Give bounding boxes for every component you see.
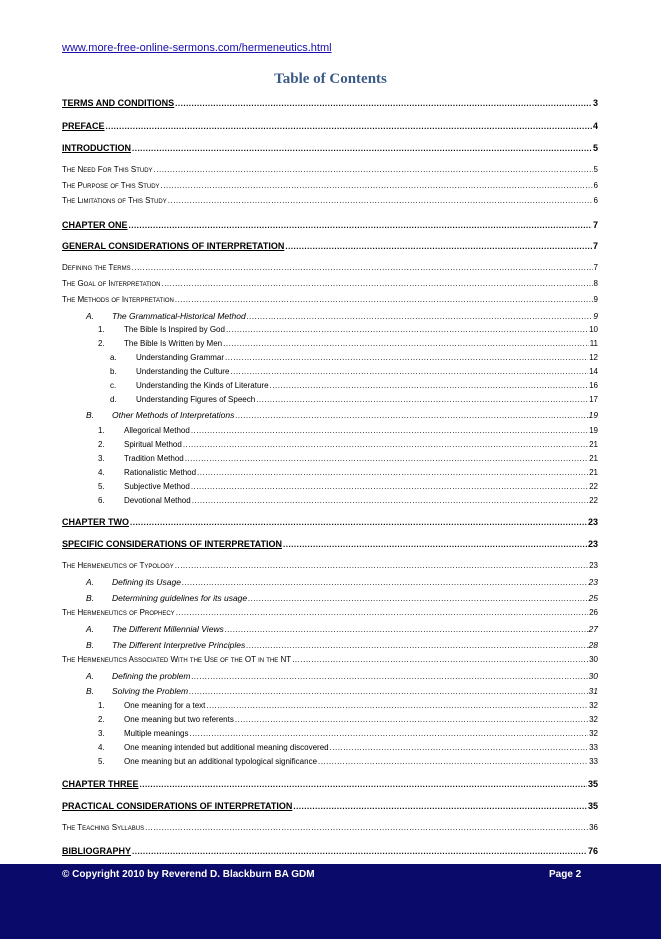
toc-entry-text: The Bible Is Written by Men [124, 339, 223, 348]
toc-entry-label [62, 263, 131, 272]
toc-entry-page: 4 [592, 121, 598, 131]
toc-entry-label [62, 593, 247, 603]
toc-entry-number: 2. [98, 339, 105, 348]
toc-entry-label [62, 220, 128, 230]
toc-entry-page: 6 [593, 181, 598, 190]
toc-entry-page: 30 [588, 671, 598, 681]
toc-dot-leader [191, 482, 588, 491]
toc-entry[interactable] [62, 353, 598, 362]
toc-entry-text: One meaning but two referents [124, 715, 234, 724]
toc-entry-text: CHAPTER TWO [62, 517, 129, 527]
toc-dot-leader [292, 655, 588, 664]
toc-entry-label [62, 381, 269, 390]
toc-dot-leader [247, 312, 593, 321]
toc-dot-leader [293, 802, 587, 811]
toc-entry-text: BIBLIOGRAPHY [62, 846, 132, 856]
toc-entry-text: Devotional Method [124, 496, 191, 505]
toc-entry-page: 76 [587, 846, 598, 856]
toc-entry[interactable] [62, 701, 598, 710]
toc-entry-label [62, 624, 224, 634]
toc-entry-text: Understanding Grammar [136, 353, 225, 362]
toc-entry-label [62, 279, 160, 288]
toc-entry-label [62, 395, 255, 404]
toc-entry-number: A. [86, 671, 95, 681]
page-title: Table of Contents [274, 71, 387, 87]
toc-entry[interactable] [62, 779, 598, 789]
toc-entry-number: 1. [98, 325, 105, 334]
toc-entry-number: A. [86, 311, 95, 321]
toc-entry-page: 6 [593, 196, 598, 205]
toc-dot-leader [168, 196, 593, 205]
toc-entry[interactable] [62, 98, 598, 108]
toc-entry-text: INTRODUCTION [62, 143, 131, 153]
toc-entry[interactable] [62, 181, 598, 190]
toc-entry[interactable] [62, 846, 598, 856]
toc-entry-page: 19 [589, 426, 598, 435]
toc-entry-label [62, 517, 129, 527]
toc-entry-page: 33 [589, 743, 598, 752]
toc-entry-text: The Need For This Study [62, 165, 153, 174]
toc-entry-page: 35 [587, 779, 598, 789]
toc-entry-page: 32 [589, 729, 598, 738]
toc-entry-label [62, 757, 317, 766]
toc-dot-leader [154, 165, 593, 174]
toc-dot-leader [129, 221, 592, 230]
toc-entry-text: The Hermeneutics of Typology [62, 561, 174, 570]
toc-entry-number: B. [86, 686, 95, 696]
toc-entry[interactable] [62, 410, 598, 420]
toc-entry[interactable] [62, 671, 598, 681]
toc-dot-leader [192, 496, 588, 505]
toc-entry-text: One meaning intended but additional meaning discovered [124, 743, 329, 752]
toc-entry-label [62, 143, 131, 153]
toc-dot-leader [330, 743, 589, 752]
toc-entry-text: One meaning for a text [124, 701, 206, 710]
toc-entry-text: Other Methods of Interpretations [112, 410, 235, 420]
toc-entry-text: GENERAL CONSIDERATIONS OF INTERPRETATION [62, 241, 285, 251]
toc-entry[interactable] [62, 381, 598, 390]
toc-entry-text: SPECIFIC CONSIDERATIONS OF INTERPRETATION [62, 539, 283, 549]
toc-entry-label [62, 241, 284, 251]
toc-entry-page: 23 [587, 517, 598, 527]
toc-entry[interactable] [62, 539, 598, 549]
toc-entry-text: Defining the Terms [62, 263, 131, 272]
toc-dot-leader [235, 715, 588, 724]
toc-entry-page: 8 [593, 279, 598, 288]
toc-entry-number: 3. [98, 454, 105, 463]
toc-entry[interactable] [62, 241, 598, 251]
toc-entry[interactable] [62, 165, 598, 174]
toc-entry-page: 12 [589, 353, 598, 362]
toc-entry[interactable] [62, 367, 598, 376]
toc-entry-text: Defining the problem [112, 671, 191, 681]
toc-entry-number: B. [86, 410, 95, 420]
toc-entry[interactable] [62, 454, 598, 463]
toc-entry-number: B. [86, 640, 95, 650]
toc-entry-label [62, 729, 188, 738]
toc-entry-text: The Different Interpretive Principles [112, 640, 246, 650]
toc-entry[interactable] [62, 715, 598, 724]
toc-entry-label [62, 686, 188, 696]
toc-entry-text: The Limitations of This Study [62, 196, 167, 205]
toc-entry[interactable] [62, 220, 598, 230]
toc-entry-number: 1. [98, 426, 105, 435]
toc-entry-label [62, 561, 174, 570]
toc-entry-label [62, 701, 205, 710]
toc-dot-leader [185, 454, 588, 463]
toc-dot-leader [132, 263, 593, 272]
toc-entry-number: c. [110, 381, 117, 390]
toc-entry-label [62, 339, 222, 348]
toc-entry[interactable] [62, 729, 598, 738]
toc-entry-page: 11 [589, 339, 598, 348]
toc-entry-text: Understanding the Kinds of Literature [136, 381, 269, 390]
toc-entry[interactable] [62, 311, 598, 321]
toc-entry-page: 21 [589, 454, 598, 463]
toc-entry-label [62, 655, 291, 664]
toc-entry[interactable] [62, 577, 598, 587]
footer-page-number: Page 2 [549, 869, 582, 880]
toc-entry-page: 31 [588, 686, 598, 696]
toc-entry-page: 22 [589, 496, 598, 505]
toc-entry-page: 32 [589, 701, 598, 710]
toc-dot-leader [176, 608, 588, 617]
toc-entry-page: 5 [593, 165, 598, 174]
toc-dot-leader [283, 540, 587, 549]
toc-entry-label [62, 496, 191, 505]
toc-entry[interactable] [62, 655, 598, 664]
toc-entry-page: 16 [589, 381, 598, 390]
toc-entry-label [62, 801, 292, 811]
toc-entry-label [62, 196, 167, 205]
toc-dot-leader [225, 625, 588, 634]
toc-entry-page: 36 [589, 823, 598, 832]
toc-entry-label [62, 295, 174, 304]
toc-entry-text: The Hermeneutics of Prophecy [62, 608, 175, 617]
toc-entry[interactable] [62, 757, 598, 766]
toc-entry-label [62, 165, 153, 174]
toc-entry[interactable] [62, 482, 598, 491]
toc-entry[interactable] [62, 801, 598, 811]
toc-entry-page: 9 [593, 311, 598, 321]
toc-entry-label [62, 482, 190, 491]
toc-dot-leader [270, 381, 589, 390]
toc-dot-leader [248, 594, 587, 603]
toc-entry-page: 7 [592, 241, 598, 251]
toc-entry-text: PREFACE [62, 121, 105, 131]
toc-dot-leader [175, 99, 592, 108]
toc-entry-number: a. [110, 353, 117, 362]
toc-entry-text: The Teaching Syllabus [62, 823, 145, 832]
toc-entry[interactable] [62, 325, 598, 334]
toc-dot-leader [191, 426, 588, 435]
toc-entry-number: 3. [98, 729, 105, 738]
toc-dot-leader [285, 242, 592, 251]
toc-entry-label [62, 577, 181, 587]
toc-dot-leader [197, 468, 588, 477]
toc-entry-label [62, 367, 229, 376]
toc-entry-number: B. [86, 593, 95, 603]
toc-entry-number: d. [110, 395, 117, 404]
toc-entry-page: 26 [589, 608, 598, 617]
toc-entry-label [62, 779, 139, 789]
toc-entry[interactable] [62, 121, 598, 131]
toc-entry-number: 4. [98, 743, 105, 752]
toc-entry[interactable] [62, 517, 598, 527]
toc-entry-label [62, 426, 190, 435]
toc-entry[interactable] [62, 339, 598, 348]
toc-dot-leader [161, 181, 593, 190]
toc-dot-leader [106, 122, 592, 131]
toc-entry-label [62, 539, 282, 549]
toc-entry-page: 21 [589, 468, 598, 477]
toc-entry-number: 5. [98, 482, 105, 491]
toc-entry-number: 4. [98, 468, 105, 477]
toc-entry-page: 23 [589, 561, 598, 570]
toc-entry-page: 35 [587, 801, 598, 811]
toc-entry-text: CHAPTER ONE [62, 220, 128, 230]
toc-entry-text: CHAPTER THREE [62, 779, 139, 789]
toc-entry-page: 14 [589, 367, 598, 376]
toc-entry-page: 30 [589, 655, 598, 664]
toc-entry[interactable] [62, 686, 598, 696]
toc-entry[interactable] [62, 295, 598, 304]
toc-entry-number: A. [86, 577, 95, 587]
toc-entry-page: 7 [593, 263, 598, 272]
toc-entry-text: One meaning but an additional typological significance [124, 757, 318, 766]
toc-entry-text: Tradition Method [124, 454, 184, 463]
toc-dot-leader [223, 339, 589, 348]
toc-entry[interactable] [62, 743, 598, 752]
toc-entry-page: 28 [588, 640, 598, 650]
toc-dot-leader [161, 279, 592, 288]
toc-dot-leader [225, 353, 588, 362]
toc-entry-number: 6. [98, 496, 105, 505]
toc-dot-leader [226, 325, 588, 334]
toc-entry-text: Rationalistic Method [124, 468, 197, 477]
toc-entry-text: Defining its Usage [112, 577, 181, 587]
toc-entry[interactable] [62, 468, 598, 477]
toc-entry-page: 9 [593, 295, 598, 304]
toc-entry-page: 22 [589, 482, 598, 491]
toc-entry-text: Understanding the Culture [136, 367, 230, 376]
toc-entry-page: 3 [592, 98, 598, 108]
toc-entry-label [62, 353, 224, 362]
toc-entry-number: A. [86, 624, 95, 634]
toc-entry-label [62, 325, 225, 334]
toc-entry-page: 7 [592, 220, 598, 230]
toc-entry-text: Multiple meanings [124, 729, 189, 738]
toc-dot-leader [256, 395, 588, 404]
toc-entry-text: The Bible Is Inspired by God [124, 325, 225, 334]
toc-entry-label [62, 468, 196, 477]
toc-entry-label [62, 98, 174, 108]
toc-entry[interactable] [62, 593, 598, 603]
toc-entry-text: Determining guidelines for its usage [112, 593, 248, 603]
toc-dot-leader [175, 295, 593, 304]
toc-entry-text: The Purpose of This Study [62, 181, 160, 190]
toc-dot-leader [140, 780, 587, 789]
toc-entry-page: 21 [589, 440, 598, 449]
toc-entry[interactable] [62, 426, 598, 435]
toc-entry[interactable] [62, 263, 598, 272]
footer-copyright: © Copyright 2010 by Reverend D. Blackburn BA GDM [62, 869, 315, 880]
toc-entry-page: 33 [589, 757, 598, 766]
toc-entry-page: 10 [589, 325, 598, 334]
toc-dot-leader [182, 578, 588, 587]
toc-entry-page: 17 [589, 395, 598, 404]
toc-dot-leader [183, 440, 588, 449]
toc-entry-label [62, 671, 190, 681]
toc-entry-label [62, 440, 182, 449]
toc-entry-label [62, 311, 246, 321]
toc-entry-text: The Different Millennial Views [112, 624, 224, 634]
toc-entry[interactable] [62, 395, 598, 404]
toc-entry-label [62, 454, 184, 463]
toc-entry-text: Subjective Method [124, 482, 190, 491]
toc-dot-leader [132, 144, 592, 153]
toc-entry-number: 1. [98, 701, 105, 710]
toc-entry-label [62, 743, 329, 752]
toc-entry-label [62, 823, 144, 832]
toc-dot-leader [130, 518, 587, 527]
toc-entry-label [62, 846, 131, 856]
toc-dot-leader [206, 701, 588, 710]
toc-entry-number: 2. [98, 440, 105, 449]
toc-dot-leader [189, 687, 587, 696]
toc-entry-label [62, 715, 234, 724]
toc-entry-text: The Goal of Interpretation [62, 279, 161, 288]
toc-entry[interactable] [62, 640, 598, 650]
toc-dot-leader [246, 641, 587, 650]
toc-entry-text: The Methods of Interpretation [62, 295, 174, 304]
toc-entry-page: 19 [588, 410, 598, 420]
toc-entry[interactable] [62, 496, 598, 505]
toc-entry-label [62, 121, 105, 131]
toc-dot-leader [189, 729, 588, 738]
toc-entry-text: Spiritual Method [124, 440, 182, 449]
footer-bar [0, 864, 661, 939]
toc-entry-text: The Grammatical-Historical Method [112, 311, 246, 321]
toc-entry[interactable] [62, 823, 598, 832]
source-url-link[interactable]: www.more-free-online-sermons.com/hermeneutics.html [62, 42, 332, 54]
toc-entry-number: 5. [98, 757, 105, 766]
toc-entry-page: 5 [592, 143, 598, 153]
toc-entry[interactable] [62, 196, 598, 205]
toc-entry-page: 27 [588, 624, 598, 634]
toc-entry-label [62, 608, 175, 617]
toc-entry[interactable] [62, 143, 598, 153]
toc-entry-number: b. [110, 367, 117, 376]
toc-dot-leader [191, 672, 587, 681]
toc-entry-text: Allegorical Method [124, 426, 190, 435]
toc-entry-label [62, 410, 234, 420]
toc-entry-page: 32 [589, 715, 598, 724]
toc-entry-page: 23 [587, 539, 598, 549]
toc-dot-leader [235, 411, 587, 420]
toc-entry[interactable] [62, 440, 598, 449]
toc-entry-text: The Hermeneutics Associated With the Use of the OT in the NT [62, 655, 292, 664]
toc-entry-page: 25 [588, 593, 598, 603]
toc-entry[interactable] [62, 624, 598, 634]
toc-dot-leader [230, 367, 588, 376]
toc-entry-text: TERMS AND CONDITIONS [62, 98, 175, 108]
toc-entry[interactable] [62, 561, 598, 570]
toc-dot-leader [132, 847, 587, 856]
toc-entry-label [62, 181, 160, 190]
toc-dot-leader [145, 823, 588, 832]
toc-entry-text: Understanding Figures of Speech [136, 395, 256, 404]
toc-entry-label [62, 640, 245, 650]
toc-entry-number: 2. [98, 715, 105, 724]
toc-entry[interactable] [62, 279, 598, 288]
toc-dot-leader [318, 757, 588, 766]
toc-dot-leader [175, 561, 588, 570]
toc-entry-text: Solving the Problem [112, 686, 189, 696]
toc-entry-page: 23 [588, 577, 598, 587]
toc-entry-text: PRACTICAL CONSIDERATIONS OF INTERPRETATION [62, 801, 293, 811]
toc-entry[interactable] [62, 608, 598, 617]
